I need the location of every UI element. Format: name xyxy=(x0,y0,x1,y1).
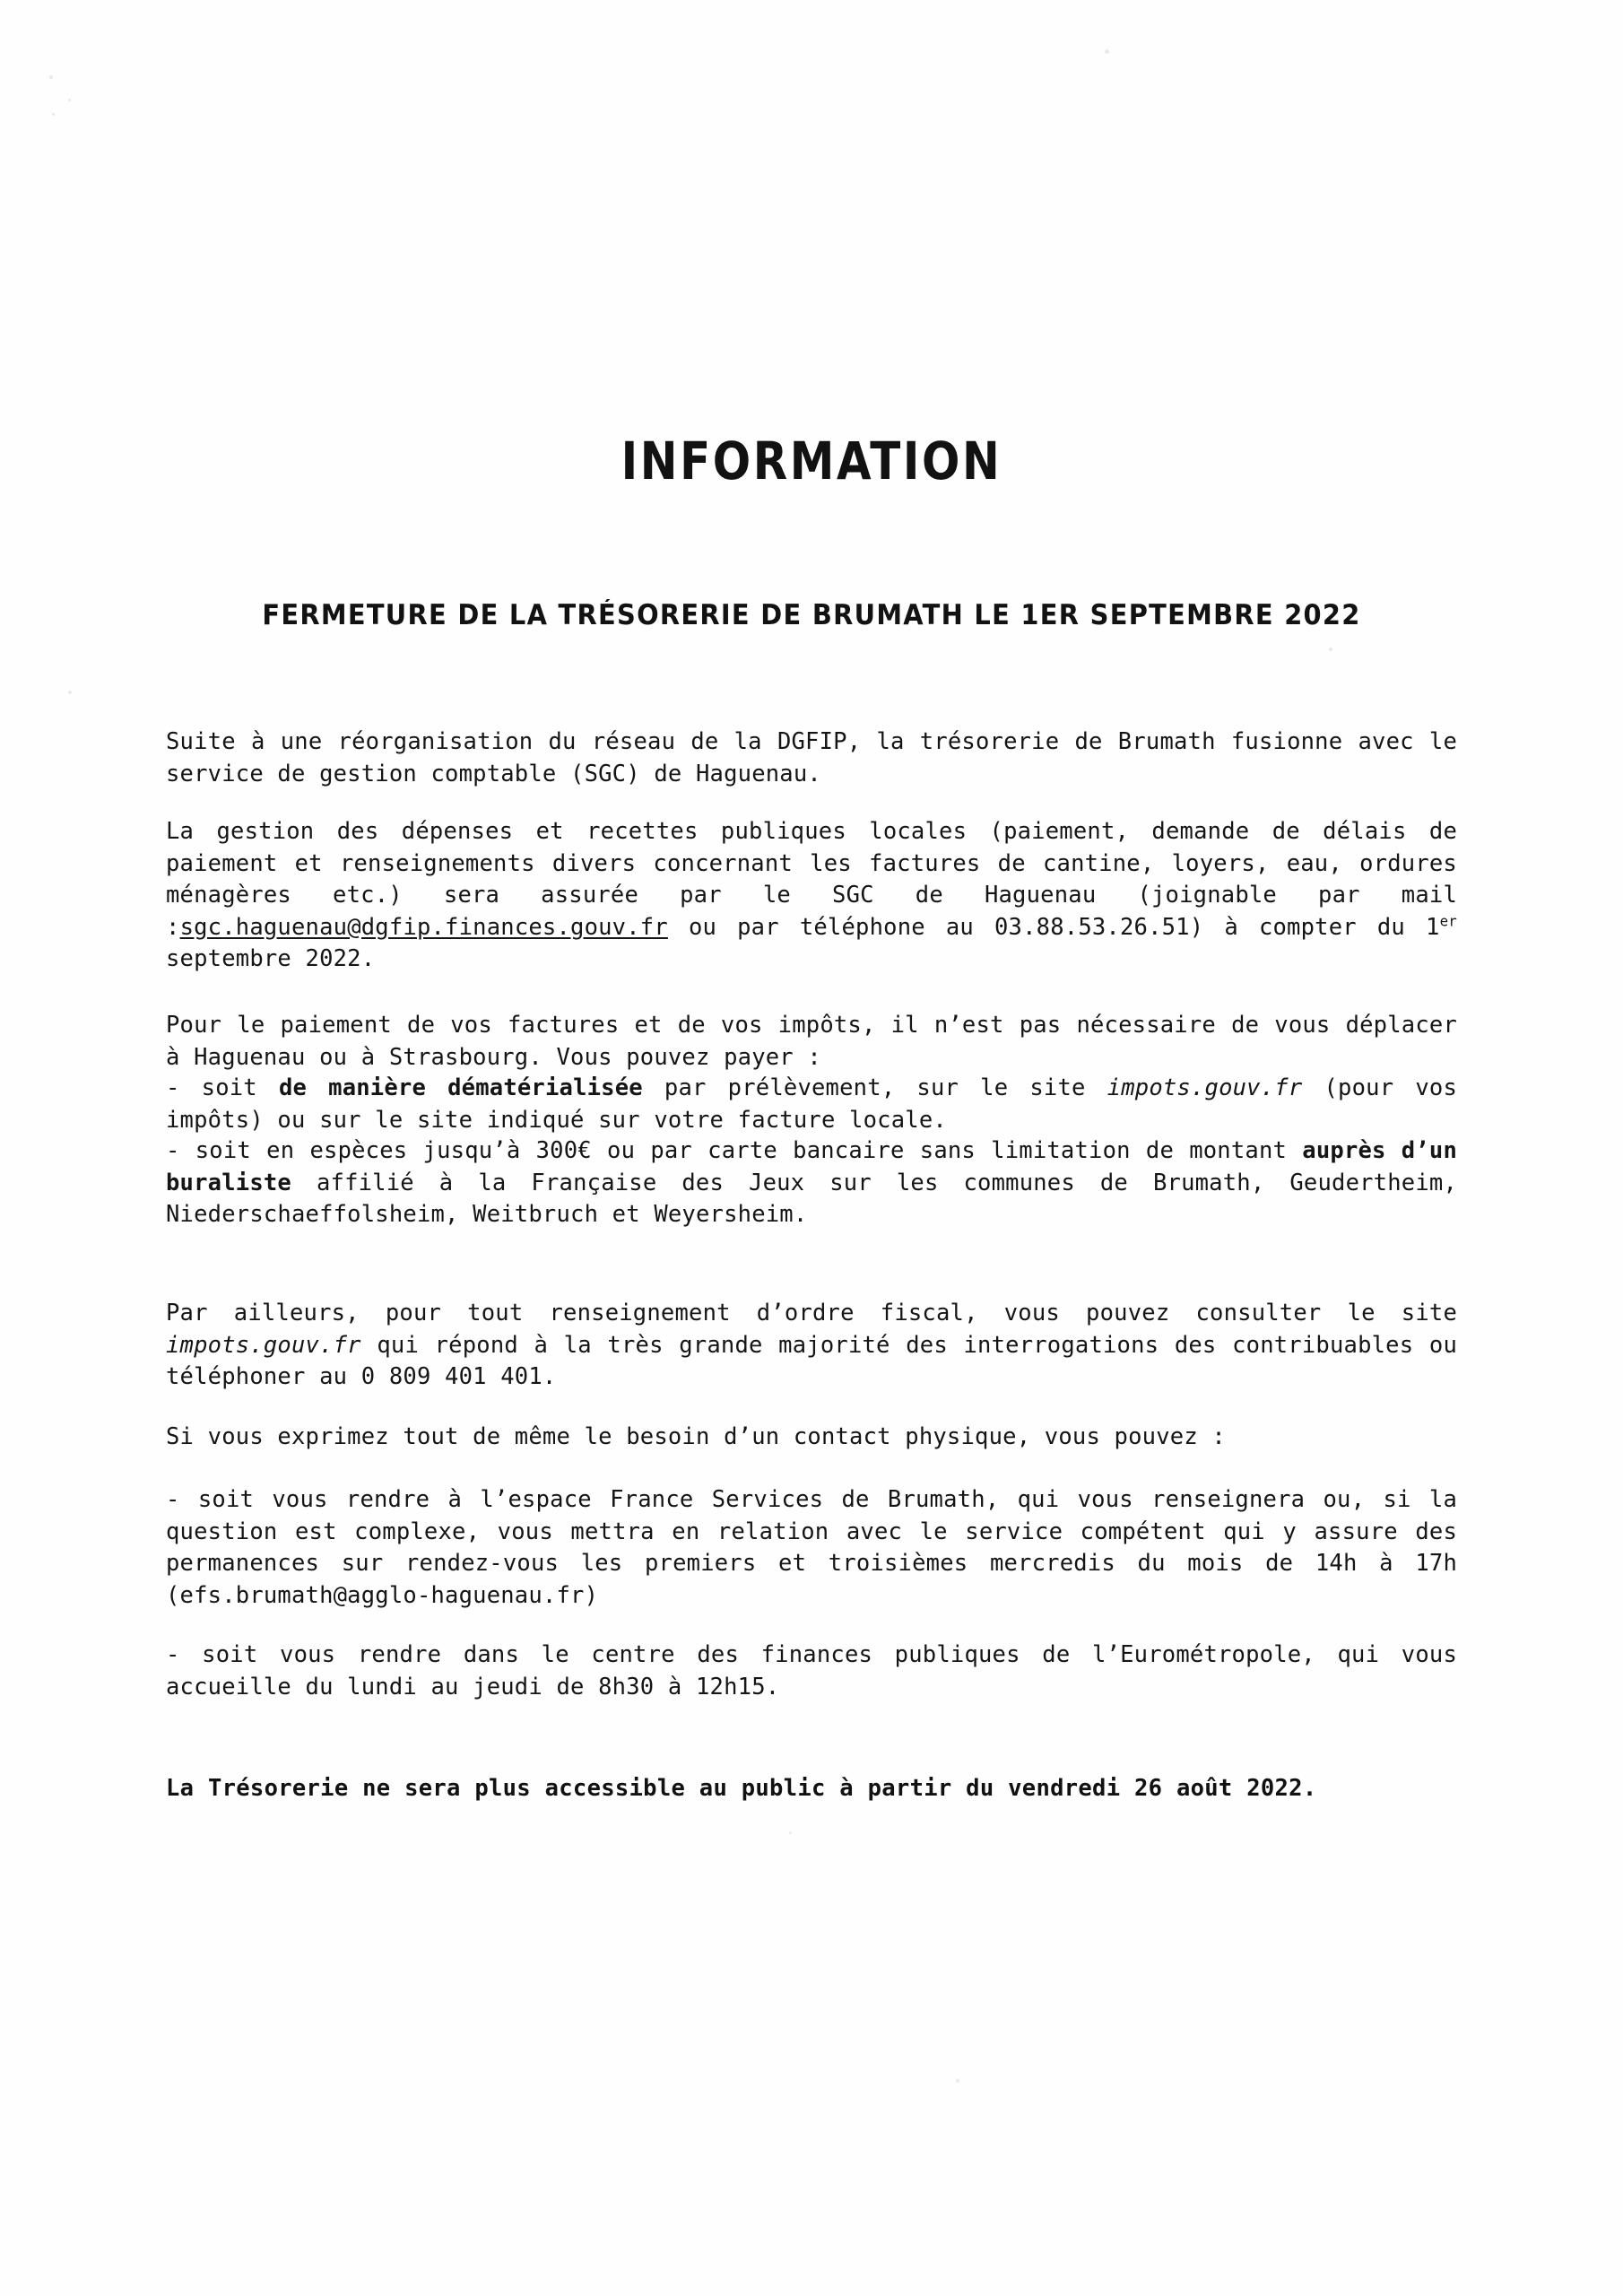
paragraph-fiscal-info xyxy=(166,1298,1457,1394)
paragraph-physical-contact-intro xyxy=(166,1422,1457,1454)
scan-speckle xyxy=(68,99,71,101)
paragraph-bullet-france-services xyxy=(166,1484,1457,1612)
paragraph-segment: qui répond à la très grande majorité des interrogations des contribuables ou téléphoner au 0 809 401 401. xyxy=(166,1331,1457,1390)
email-link-sgc[interactable]: sgc.haguenau@dgfip.finances.gouv.fr xyxy=(179,913,668,941)
scan-speckle xyxy=(68,691,72,694)
paragraph-segment: Par ailleurs, pour tout renseignement d’ordre fiscal, vous pouvez consulter le site xyxy=(166,1300,1457,1326)
paragraph-bullet-cash xyxy=(166,1135,1457,1231)
paragraph-text: Suite à une réorganisation du réseau de la DGFIP, la trésorerie de Brumath fusionne avec le service de gestion comptable (SGC) de Haguenau. xyxy=(166,728,1457,787)
site-name-impots: impots.gouv.fr xyxy=(1107,1074,1303,1101)
scan-speckle xyxy=(789,1831,792,1834)
scan-speckle xyxy=(1105,49,1109,54)
paragraph-text: - soit vous rendre à l’espace France Services de Brumath, qui vous renseignera ou, si la question est complexe, vous mettra en relation avec le service compétent qui y assure des permanences sur rendez-vous les premiers et troisièmes mercredis du mois de 14h à 17h (efs.brumath@agglo-haguenau.fr) xyxy=(166,1486,1457,1609)
paragraph-payment-intro xyxy=(166,1010,1457,1074)
paragraph-segment: affilié à la Française des Jeux sur les communes de Brumath, Geudertheim, Niederschaeffolsheim, Weitbruch et Weyersheim. xyxy=(166,1169,1457,1228)
scan-speckle xyxy=(956,2079,959,2083)
paragraph-text xyxy=(166,1298,1457,1394)
paragraph-intro xyxy=(166,726,1457,790)
scan-speckle xyxy=(52,113,55,116)
emphasis-bold: de manière dématérialisée xyxy=(278,1074,643,1101)
paragraph-bullet-dematerialized xyxy=(166,1073,1457,1136)
paragraph-sgc-contact xyxy=(166,816,1457,976)
paragraph-text: - soit vous rendre dans le centre des finances publiques de l’Eurométropole, qui vous accueille du lundi au jeudi de 8h30 à 12h15. xyxy=(166,1641,1457,1700)
paragraph-text xyxy=(166,1073,1457,1136)
paragraph-text xyxy=(166,816,1457,976)
scan-speckle xyxy=(49,75,53,79)
site-name-impots: impots.gouv.fr xyxy=(166,1331,361,1359)
paragraph-bullet-eurometropole xyxy=(166,1639,1457,1703)
paragraph-segment: par prélèvement, sur le site xyxy=(642,1074,1107,1101)
ordinal-suffix: er xyxy=(1439,912,1457,929)
paragraph-segment: - soit en espèces jusqu’à 300€ ou par carte bancaire sans limitation de montant xyxy=(166,1137,1303,1164)
paragraph-segment: La gestion des dépenses et recettes publiques locales (paiement, demande de délais de paiement et renseignements divers concernant les factures de cantine, loyers, eau, ordures ménagères etc.) sera assurée par le SGC de Haguenau (joignable par mail : xyxy=(166,818,1457,941)
paragraph-text xyxy=(166,1135,1457,1231)
paragraph-segment: - soit xyxy=(166,1074,279,1101)
paragraph-segment: septembre 2022. xyxy=(166,945,376,972)
emphasis-bold: auprès d’un buraliste xyxy=(166,1137,1458,1196)
closing-notice: La Trésorerie ne sera plus accessible au public à partir du vendredi 26 août 2022. xyxy=(166,1775,1317,1802)
paragraph-text: Pour le paiement de vos factures et de vos impôts, il n’est pas nécessaire de vous déplacer à Haguenau ou à Strasbourg. Vous pouvez payer : xyxy=(166,1012,1457,1071)
page-subtitle: FERMETURE DE LA TRÉSORERIE DE BRUMATH LE 1ER SEPTEMBRE 2022 xyxy=(262,599,1361,631)
paragraph-segment: ou par téléphone au 03.88.53.26.51) à compter du 1 xyxy=(667,913,1440,941)
scan-speckle xyxy=(1329,648,1332,651)
page-title: INFORMATION xyxy=(621,430,1002,491)
paragraph-text: Si vous exprimez tout de même le besoin d’un contact physique, vous pouvez : xyxy=(166,1423,1226,1450)
paragraph-segment: (pour vos impôts) ou sur le site indiqué sur votre facture locale. xyxy=(166,1074,1457,1134)
